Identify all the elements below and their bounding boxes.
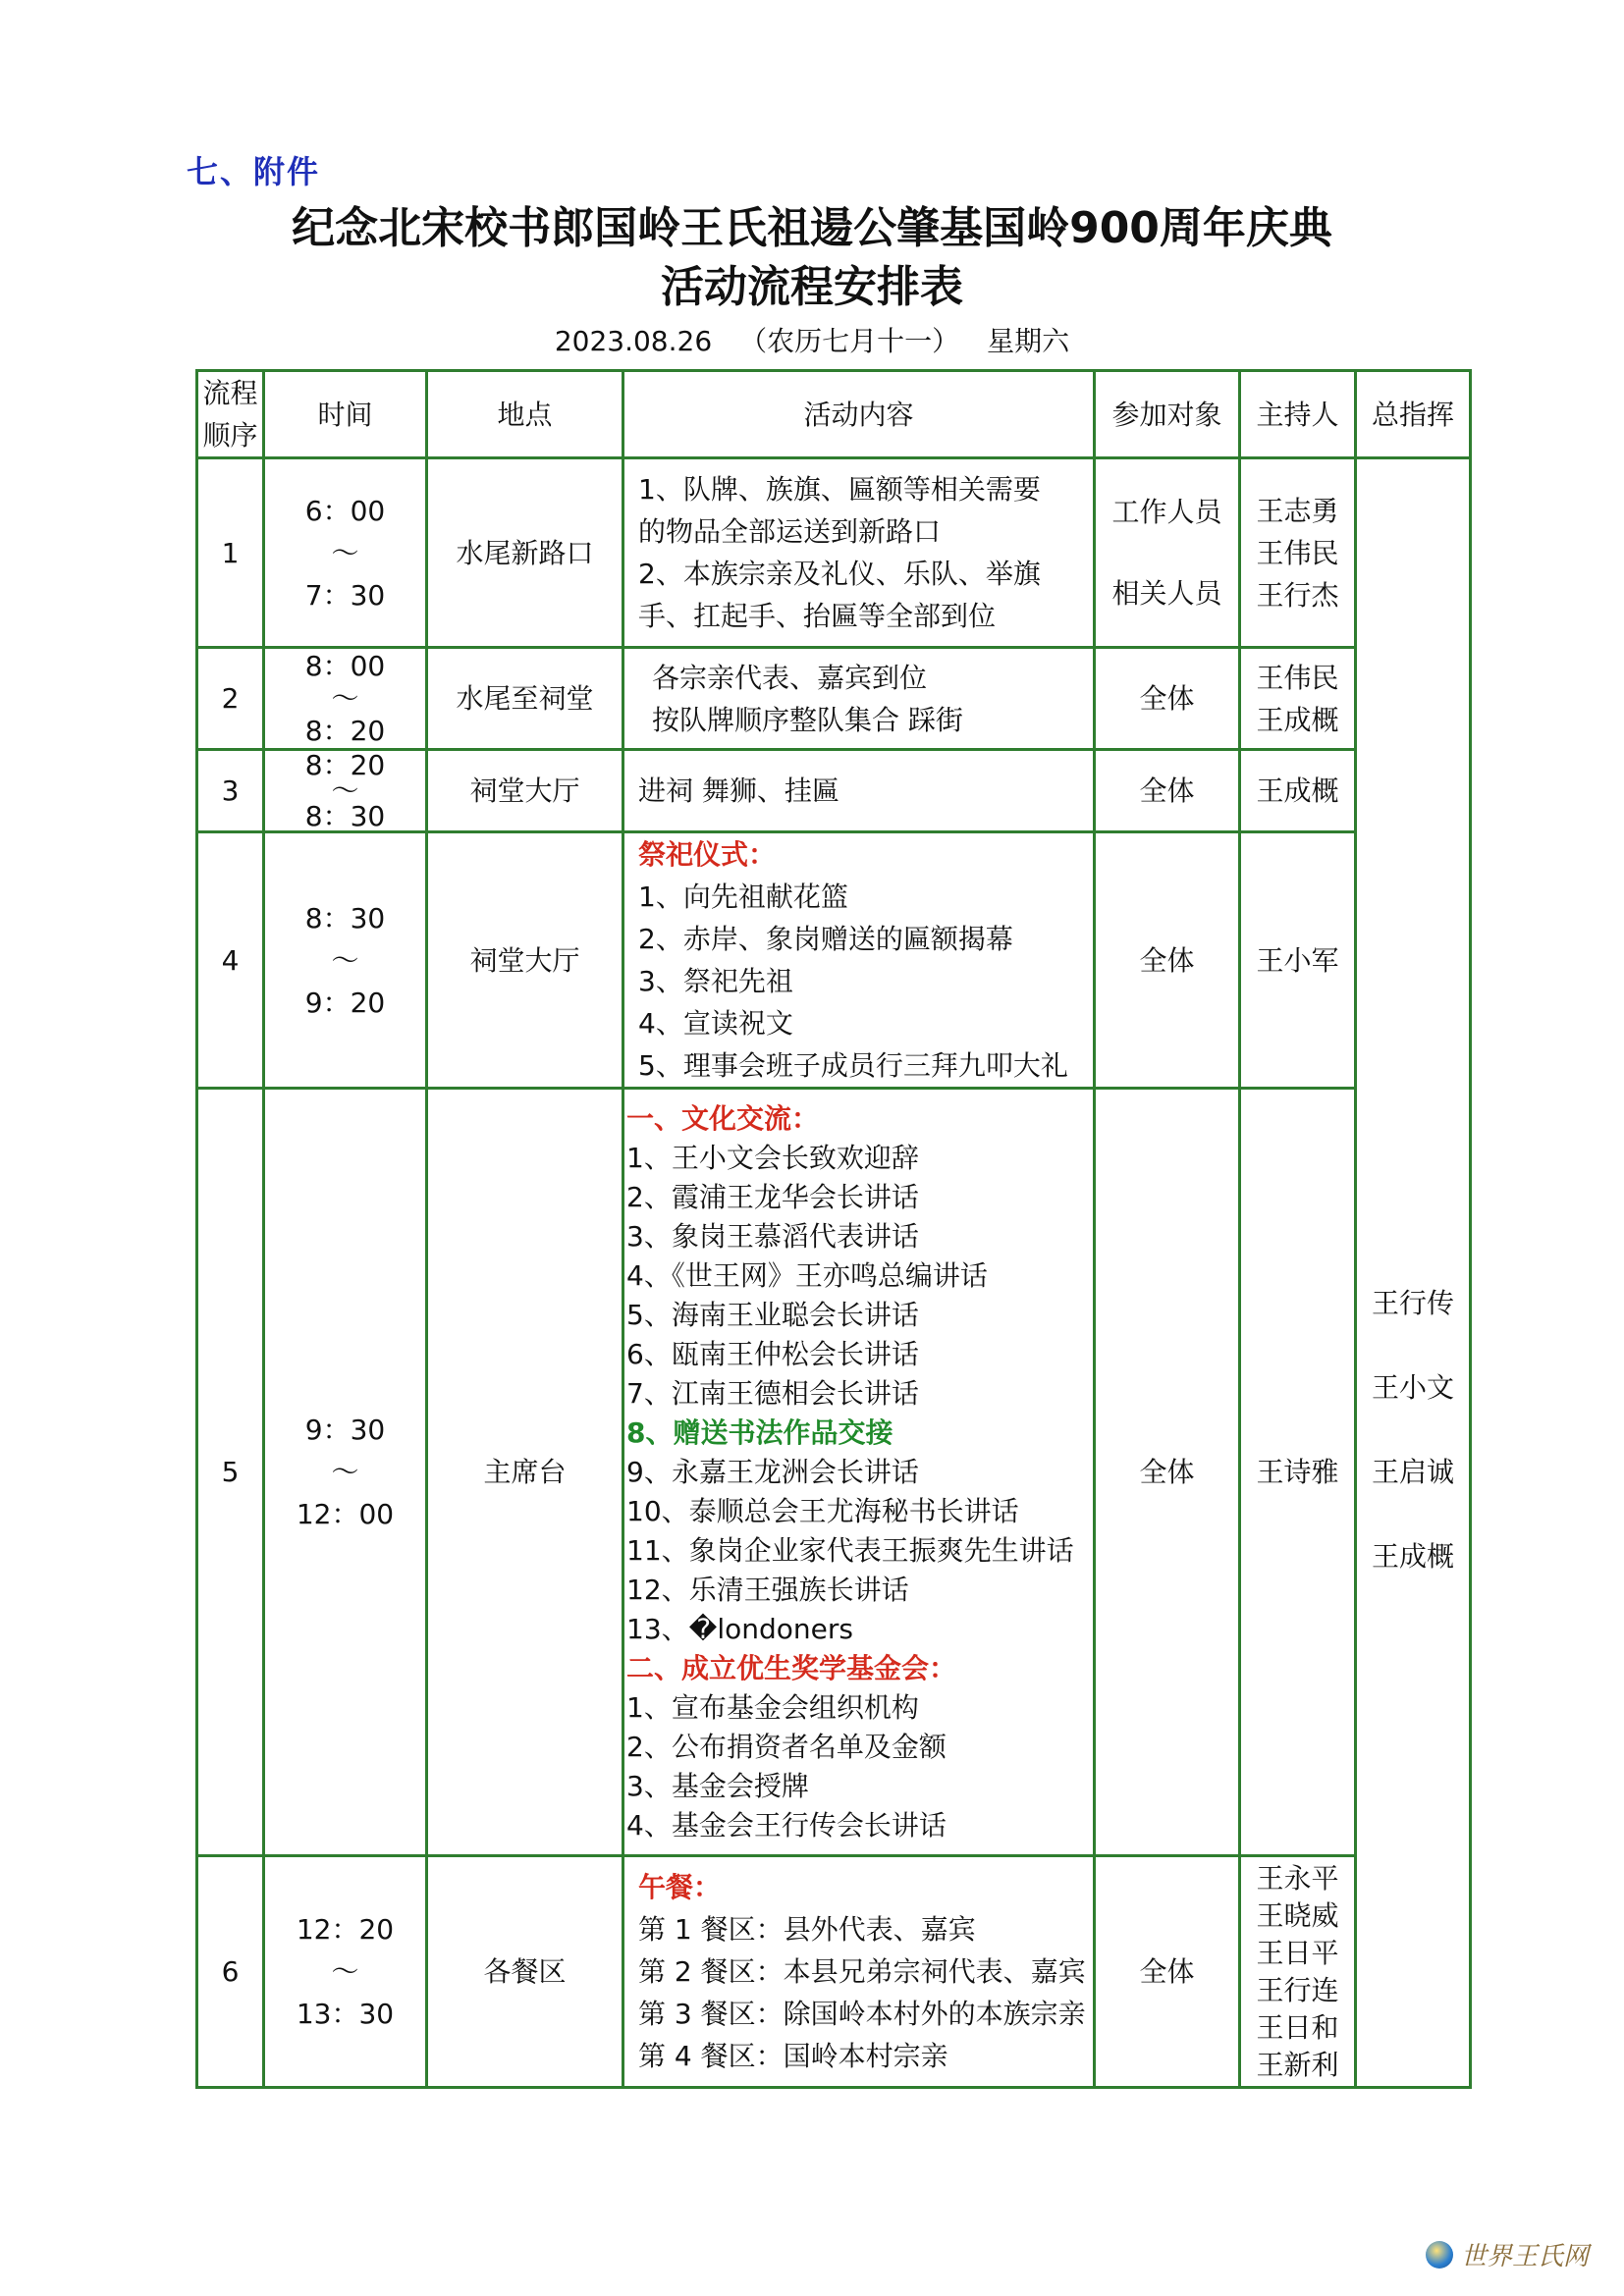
row-seq: 5: [197, 1089, 264, 1856]
row-content: 一、文化交流： 1、王小文会长致欢迎辞 2、霞浦王龙华会长讲话 3、象岗王慕滔代表讲话 4、《世王网》王亦鸣总编讲话 5、海南王业聪会长讲话 6、瓯南王仲松会长讲话 7、江南王德相会长讲话 8、赠送书法作品交接 9、永嘉王龙洲会长讲话 10、泰顺总会王尤海秘书长讲话 11、象岗企业家代表王振爽先生讲话 12、乐清王强族长讲话 13、�londoners 二、成立优生奖学基金会： 1、宣布基金会组织机构 2、公布捐资者名单及金额 3、基金会授牌 4、基金会王行传会长讲话: [623, 1089, 1095, 1856]
watermark-text: 世界王氏网: [1460, 2242, 1589, 2271]
header-who: 参加对象: [1095, 371, 1240, 458]
header-content: 活动内容: [623, 371, 1095, 458]
date-gregorian: 2023.08.26: [554, 325, 713, 357]
row-place: 主席台: [427, 1089, 623, 1856]
event-date: [0, 320, 1624, 359]
content-heading: 祭祀仪式：: [638, 838, 777, 871]
row-host: 王小军: [1240, 832, 1356, 1089]
content-heading: 一、文化交流：: [626, 1101, 820, 1135]
row-content: 午餐： 第 1 餐区：县外代表、嘉宾 第 2 餐区：本县兄弟宗祠代表、嘉宾 第 3 餐区：除国岭本村外的本族宗亲 第 4 餐区：国岭本村宗亲: [623, 1856, 1095, 2088]
row-participants: 全体: [1095, 1089, 1240, 1856]
row-participants: 工作人员 相关人员: [1095, 458, 1240, 648]
row-seq: 4: [197, 832, 264, 1089]
row-place: 水尾至祠堂: [427, 648, 623, 750]
document-subtitle: 活动流程安排表: [661, 262, 963, 312]
row-place: 祠堂大厅: [427, 750, 623, 832]
row-content: 祭祀仪式： 1、向先祖献花篮 2、赤岸、象岗赠送的匾额揭幕 3、祭祀先祖 4、宣读祝文 5、理事会班子成员行三拜九叩大礼: [623, 832, 1095, 1089]
globe-icon: [1426, 2241, 1453, 2269]
row-place: 祠堂大厅: [427, 832, 623, 1089]
table-row: [197, 832, 1471, 1089]
row-seq: 6: [197, 1856, 264, 2088]
schedule-table: [195, 369, 1472, 2089]
row-participants: 全体: [1095, 832, 1240, 1089]
row-seq: 3: [197, 750, 264, 832]
row-participants: 全体: [1095, 1856, 1240, 2088]
director-name: 王启诚: [1371, 1455, 1454, 1488]
content-highlight: 8、赠送书法作品交接: [626, 1415, 893, 1449]
row-content: 进祠 舞狮、挂匾: [623, 750, 1095, 832]
row-time: 6：00 ～ 7：30: [264, 458, 427, 648]
header-director: 总指挥: [1356, 371, 1471, 458]
director-name: 王小文: [1371, 1370, 1454, 1404]
row-content: 1、队牌、族旗、匾额等相关需要 的物品全部运送到新路口 2、本族宗亲及礼仪、乐队、举旗 手、扛起手、抬匾等全部到位: [623, 458, 1095, 648]
row-time: 9：30 ～ 12：00: [264, 1089, 427, 1856]
content-heading: 午餐：: [638, 1871, 722, 1903]
table-row: [197, 1856, 1471, 2088]
header-host: 主持人: [1240, 371, 1356, 458]
row-place: 各餐区: [427, 1856, 623, 2088]
director-name: 王行传: [1371, 1286, 1454, 1319]
table-header-row: [197, 371, 1471, 458]
row-time: 12：20 ～ 13：30: [264, 1856, 427, 2088]
row-host: 王永平 王晓威 王日平 王行连 王日和 王新利: [1240, 1856, 1356, 2088]
row-time: 8：20 ～ 8：30: [264, 750, 427, 832]
director-name: 王成概: [1371, 1539, 1454, 1573]
site-watermark: [1426, 2236, 1589, 2272]
table-row: [197, 1089, 1471, 1856]
content-heading: 二、成立优生奖学基金会：: [626, 1651, 957, 1684]
row-participants: 全体: [1095, 648, 1240, 750]
header-place: 地点: [427, 371, 623, 458]
document-title: 纪念北宋校书郎国岭王氏祖逿公肇基国岭900周年庆典: [292, 203, 1332, 253]
table-row: [197, 750, 1471, 832]
date-weekday: 星期六: [987, 325, 1070, 357]
row-host: 王志勇 王伟民 王行杰: [1240, 458, 1356, 648]
directors-cell: [1356, 458, 1471, 2088]
table-row: [197, 648, 1471, 750]
row-time: 8：30 ～ 9：20: [264, 832, 427, 1089]
row-host: 王伟民 王成概: [1240, 648, 1356, 750]
row-time: 8：00 ～ 8：20: [264, 648, 427, 750]
section-heading: 七、附件: [187, 153, 321, 190]
table-row: [197, 458, 1471, 648]
row-place: 水尾新路口: [427, 458, 623, 648]
row-content: 各宗亲代表、嘉宾到位 按队牌顺序整队集合 踩街: [623, 648, 1095, 750]
row-seq: 1: [197, 458, 264, 648]
date-lunar: （农历七月十一）: [739, 325, 960, 357]
header-seq: 流程 顺序: [197, 371, 264, 458]
row-host: 王诗雅: [1240, 1089, 1356, 1856]
row-host: 王成概: [1240, 750, 1356, 832]
row-participants: 全体: [1095, 750, 1240, 832]
header-time: 时间: [264, 371, 427, 458]
row-seq: 2: [197, 648, 264, 750]
